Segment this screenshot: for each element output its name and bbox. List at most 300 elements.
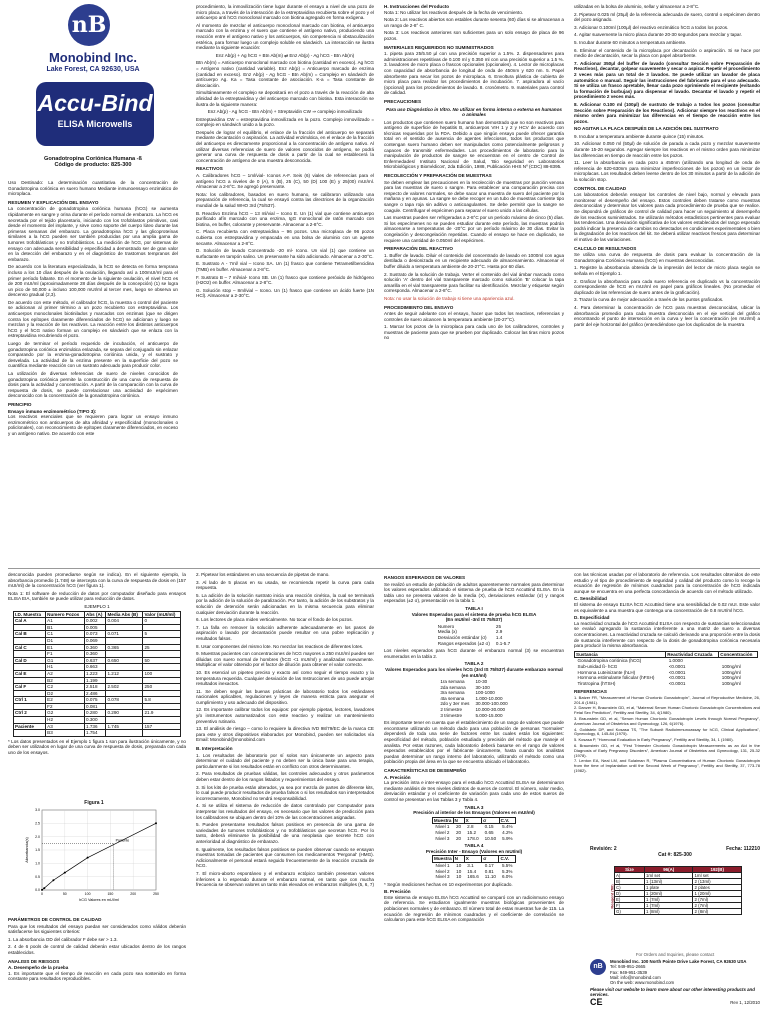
- table-cell: 1.212: [106, 670, 143, 677]
- risk-item: 5. La adición de la solución sustrato inicia una reacción cinética, la cual se terminará por la adición de la solución de paralización. Por tanto, la adición de los substratos y la solución de detención serán adicionadas en la misma secuencia para eliminar cualquier desviación durante la reacción.: [196, 592, 374, 615]
- table-cell: Media (x): [437, 629, 457, 635]
- chart-title: Figura 1: [84, 800, 104, 806]
- procedure-step: 7. Adicionar 350µl del buffer de lavado (consultar Sección sobre Preparación de Reactivos), decantar, golpear suavemente y secar o aspirar. Repetir el procedimiento 2 veces más para un total de 3 lavados. Se puede utilizar un lavador de placa automático o manual. Seguir las instrucciones del fabricante para el uso adecuado. Si se utiliza un frasco apretable, llenar cada pozo oprimiendo el recipiente (evitando la formación de burbujas) para dispensar el lavado. Decantar el lavado y repetir el procedimiento 2 veces más.: [574, 60, 760, 100]
- ce-mark-icon: CE: [590, 996, 603, 1007]
- reagent-g: G. Solución stop – 8ml/vial – Icono. Un (1) frasco que contiene un ácido fuerte (1N HCl). Almacenar a 2-30°C.: [196, 287, 374, 299]
- table-cell: Nivel 2: [435, 868, 450, 874]
- paragraph: Luego de terminar el período requerido de incubación, el anticuerpo de gonadotropina coriónica enzimática enlazada, se separa del conjugado sin enlazar comparando por la enzima-gonadotropina coriónica unida, y el sustrato y desvelada. La actividad de la enzima presente en la superficie del pozo se cuantifica mediante reacción con un sustrato adecuado para producir color.: [8, 341, 178, 369]
- table-cell: Hormona estimulante folicular (hFSH): [577, 675, 655, 681]
- x-tick-label: 250: [153, 892, 159, 896]
- example-1-table: [13, 611, 181, 737]
- data-point: [41, 889, 43, 891]
- table-row: [435, 641, 513, 647]
- table-cell: [14, 677, 46, 684]
- table-title: Precisión al interior de los Ensayos (Valores en mUI/ml): [413, 810, 535, 816]
- x-tick-label: 150: [107, 892, 114, 896]
- procedure-step: 5. Incubar durante 60 minutos a temperatura ambiente.: [574, 39, 687, 45]
- table-cell: <0.0001: [668, 680, 686, 686]
- risk-item: 7. La falla en remover la solución adherente adecuadamente en los pasos de aspiración o lavado por decantación puede resultar en una pobre replicación y resultados falsos.: [196, 624, 374, 641]
- table-row: [437, 713, 510, 719]
- table-cell: [143, 717, 181, 724]
- risk-item: 12. Es importante calibrar todos los equipos: por ejemplo pipetas, lectores, lavadores y/o instrumentos automatizados con este reactivo y realizar un mantenimiento preventivo rutinario.: [196, 707, 374, 724]
- table-cell: A2: [46, 670, 85, 677]
- table-cell: 4ta semana: [440, 695, 465, 701]
- table-cell: 20: [456, 829, 462, 835]
- table-cell: 0.81: [484, 868, 494, 874]
- table-header: σ: [482, 856, 499, 863]
- definitions: Btn Ab(m) = Anticuerpo monoclonal marcado con biotina (cantidad en exceso). Ag hCG = Antígeno nativo (cantidad variable). Enz Ab(p) = Anticuerpo marcado de enzima (cantidad en exceso). Enz Ab(p) - Ag hCG - Btn Ab(m) = Complejo en sándwich de antícuerpo Ag. Ka = Tasa constante de asociación. K-a = Tasa constante de disociación.: [196, 60, 374, 88]
- paragraph: Después de lograr el equilibrio, el enlace de la fracción del anticuerpo se separará mediante decantación o aspiración. La actividad enzimática, en el enlace de la fracción del anticuerpo es directamente proporcional a la concentración de antígeno nativo. Al utilizar diversas referencias de suero de valores conocidos de antígeno, se podrá generar una curva de respuesta de dosis a partir de la cual se establecerá la concentración de antígeno de una muestra desconocida.: [196, 129, 374, 163]
- data-point: [43, 887, 45, 889]
- heading-quality-control: CONTROL DE CALIDAD: [574, 185, 627, 191]
- table-cell: [106, 690, 143, 697]
- table-cell: C1: [46, 631, 85, 638]
- y-tick-label: 0.5: [35, 874, 40, 879]
- company-address: Lake Forest, CA 92630, USA: [46, 66, 140, 73]
- table-caption: EJEMPLO 1: [84, 603, 110, 609]
- table-cell: E): [615, 897, 645, 903]
- table-cell: [143, 624, 181, 631]
- table-cell: F1: [46, 651, 85, 658]
- table-header: Abs (A): [85, 611, 106, 618]
- reagent-e: E. Sustrato A - 7ml/ vial – Icono SA. Un (1) frasco que contiene Tetrametilbencidina (TMB) en buffer. Almacenar a 2-8°C.: [196, 261, 374, 272]
- table-cell: B1: [46, 624, 85, 631]
- table-cell: Ctrl 1: [14, 697, 46, 704]
- table-cell: [14, 664, 46, 671]
- table-row: [14, 684, 181, 691]
- paragraph: Para que los resultados del ensayo puedan ser considerados como válidos deberán satisfacerse los siguientes criterios:: [8, 923, 186, 935]
- table-cell: Desviación estándar (σ): [437, 634, 487, 640]
- x-tick-label: 200: [130, 892, 137, 896]
- paragraph: Se utiliza una curva de respuesta de dosis para evaluar la concentración de la Gonadotropina Coriónica Humana (hCG) en muestras desconocidas.: [574, 252, 760, 263]
- equation: Enz Ab(p) - Ag hCG - Btn Ab(m) + Streptavidin CW ⇒ complejo inmovilizado: [207, 109, 363, 115]
- heading-procedure: PROCEDIMIENTO DEL ENSAYO: [384, 304, 454, 310]
- table-cell: [14, 730, 46, 737]
- table-cell: 10.000-30.000: [475, 707, 506, 713]
- risk-item: 10. Es esencial un pipeteo preciso y exacto así como seguir el tiempo exacto y la temperatura requerida. Cualquier desviación de las Instrucciones de uso puede arrojar resultados inexactos.: [196, 669, 374, 687]
- heading-performance: CARACTERÍSTICAS DE DESEMPEÑO: [384, 768, 467, 773]
- brand-name: Accu-Bind: [37, 90, 153, 116]
- table-cell: [14, 651, 46, 658]
- note: Nota: los calibradores, basados en suero humano, se calibraron utilizando una preparación de referencia, la cual se ensayó contra las directrices de la organización mundial de la salud WHO 3rd (75/537).: [196, 191, 374, 208]
- table-cell: 6.0%: [501, 874, 513, 880]
- risk-item: 6. Los lectores de placa miden verticalmente. No tocar el fondo de los pozos.: [196, 617, 353, 623]
- heading-sensitivity: C. Sensibilidad: [574, 596, 607, 602]
- table-cell: 2 plates: [693, 885, 742, 891]
- table-cell: [14, 637, 46, 644]
- reference-item: 2. Danzer H, Braunstein GD, et al, "Maternal Serum Human Chorionic Gonadotropin Concentrations and Fetal Sex Prediction", Fertility and Sterility, 34, 4(1980).: [574, 705, 760, 716]
- table-cell: 0.005: [85, 624, 106, 631]
- prep-step: 2. Sustrato de la solución de trabajo. Verter el contenido del vial ámbar marcado como solución 'A' dentro del vial transparente marcado como solución 'B' colocar la tapa amarilla en el vial transparente para facilitar su identificación. Mezclar y etiquetar según corresponda. Almacenar a 2-8°C.: [384, 271, 564, 294]
- table-cell: Cal D: [14, 657, 46, 664]
- footnote: * Según mediciones hechas en 10 experimentos por duplicado.: [384, 881, 513, 887]
- rev-small: Rev 1, 12/2010: [730, 999, 760, 1005]
- qc-criterion: 2. 4 de 6 pools de control de calidad deberán estar ubicados dentro de los rangos establecidos.: [8, 944, 186, 955]
- heading-interpretation: B. Interpretación: [196, 746, 233, 752]
- table-cell: 1.745: [106, 723, 143, 730]
- table-cell: B): [615, 879, 645, 885]
- table-4: [432, 855, 516, 879]
- table-cell: [143, 637, 181, 644]
- table-cell: 0.365: [106, 644, 143, 651]
- table-cell: Nivel 3: [435, 874, 450, 880]
- column-4: [574, 4, 760, 564]
- table-cell: 2 trimestre: [440, 707, 463, 713]
- table-cell: [143, 664, 181, 671]
- table-title: Precisión Inter - Ensayo (Valores en mUI/ml): [425, 848, 523, 854]
- y-tick-label: 2.5: [35, 821, 40, 826]
- paragraph: Se deben emplear las precauciones en la recolección de muestras por punción venosa para las muestras de suero o sangre. Para establecer una comparación precisa con respecto de valores normales, se debe sacar una muestra de suero del paciente por la mañana y en ayunas. La sangre se debe recoger en un tubo de muestras corriente tipo sangre o tapa roja sin aditivo o anticoagulantes. Se debe permitir que la sangre se coagule. Centrifugar el espécimen para separar el suero unido a las células.: [384, 179, 564, 213]
- paragraph: Los reactivos esenciales que se requieren para lograr un ensayo inmuno enzimométrico son anticuerpos de alta afinidad y especificidad (monoclonales o policlonales), con reconocimiento de epítopes claramente diferenciados, en exceso y un antígeno nativo. De acuerdo con este: [8, 414, 178, 436]
- y-tick-label: 0.0: [35, 888, 40, 893]
- subheading: A. Precisión: [384, 774, 411, 780]
- table-1: [435, 624, 513, 646]
- table-cell: 1.754: [85, 730, 106, 737]
- table-cell: 10: [456, 874, 462, 880]
- note: Nota 2: Los reactivos abiertos son estables durante sesenta (60) días si se almacenan a un rango de 2-8° C.: [384, 17, 564, 28]
- table-cell: 100ng/ml: [721, 675, 741, 681]
- table-cell: [106, 664, 143, 671]
- kit-contents: [609, 866, 744, 915]
- table-cell: 1ra semana: [440, 679, 465, 685]
- table-row: [432, 830, 515, 836]
- risk-item: 9. Muestras pacientes con concentraciones de hCG mayores a 250 mUI/ml pueden ser diluidas con suero normal de hombres (hCG <1 mUI/ml) y analizadas nuevamente. Multiplicar el valor obtenido por el factor de dilución para obtener el valor correcto.: [196, 651, 374, 668]
- table-cell: 2da semana: [440, 684, 466, 690]
- table-cell: 0.650: [106, 657, 143, 664]
- table-row: [14, 703, 181, 710]
- table-cell: 100ng/ml: [721, 680, 741, 686]
- table-header: σ: [482, 817, 500, 824]
- table-cell: 10: [456, 868, 462, 874]
- table-header: Reactividad Cruzada: [666, 651, 719, 658]
- table-cell: D2: [46, 690, 85, 697]
- figure-1: [24, 800, 164, 912]
- catalog-number: Cat #: 825-300: [658, 852, 692, 858]
- table-cell: 5.9%: [502, 835, 513, 841]
- paragraph: El sistema de ensayo ELISA hCG AccuBind tiene una sensibilidad de 0.02 mUI. Este valor es equivalente a una muestra que contenga una concentración de 0.8 mUI/ml hCG.: [574, 601, 760, 613]
- paragraph: Simultáneamente el complejo se depositará en el pozo a través de la reacción de alta afinidad de la estreptavidina y del anticuerpo marcado con biotina. Esta interacción se ilustra de la siguiente manera:: [196, 90, 374, 107]
- references-list: [574, 696, 760, 774]
- table-cell: Rangos esperados (±2 σ): [437, 640, 490, 646]
- prep-step: 1. Buffer de lavado. Diluir el contenido del concentrado de lavado en 1000ml con agua destilada o desionizada en un recipiente adecuado de almacenamiento. Almacenar el buffer diluido a temperatura ambiente de 20-27°C. Hasta por 60 días.: [384, 252, 564, 269]
- table-cell: 1 (7ml): [644, 903, 693, 909]
- table-cell: 4.2%: [502, 829, 513, 835]
- table-cell: 1.0000: [668, 658, 683, 664]
- column-3: [384, 4, 564, 564]
- monobind-mark-icon: nB: [68, 4, 110, 46]
- visit-note: Please visit our website to learn more about our other interesting products and services.: [590, 987, 755, 998]
- risk-item: 8. Usar componentes del mismo lote. No mezclar los reactivos de diferentes lotes.: [196, 643, 364, 649]
- table-header: X: [464, 856, 482, 863]
- heading-summary: RESUMEN Y EXPLICACIÓN DEL ENSAYO: [8, 199, 99, 205]
- table-header: N: [453, 817, 464, 824]
- data-point: [87, 857, 89, 859]
- procedure-step: 6. Eliminar el contenido de la microplaca por decantación o aspiración. Si se hace por medio de decantación, secar la placa con papel absorbente.: [574, 47, 760, 59]
- table-cell: 2 (8ml): [693, 909, 742, 915]
- interpretation-item: 1. Los resultados de laboratorio por sí solos son únicamente un aspecto para determinar el cuidado del paciente y no deben ser la única base para una terapia, particularmente si los resultados están en conflicto con otros determinantes.: [196, 752, 374, 769]
- intended-use: Uso Destinado: La determinación cuantitativa de la concentración de Gonadotropina coriónica en suero humano Mediante inmunoensayo enzimático de microplaca.: [8, 180, 178, 197]
- table-cell: 1ml set: [644, 873, 693, 879]
- procedure-step: 3. Adicionar 0.100ml (100µl) del reactivo enzimático hCG a todos los pozos.: [574, 24, 729, 30]
- table-cell: E2: [46, 697, 85, 704]
- table-cell: A): [615, 873, 645, 879]
- interpretation-item: 3. Si los kits de prueba están alterados, ya sea por mezcla de partes de diferente kits, lo cual puede producir resultados de prueba falsos o si los resultados son interpretados incorrectamente, Monobind no tendrá responsabilidad.: [196, 784, 374, 801]
- table-cell: A3: [46, 723, 85, 730]
- table-cell: 0.075: [85, 697, 106, 704]
- table-cell: 0.663: [85, 664, 106, 671]
- table-cell: 1 (20ml): [644, 891, 693, 897]
- calc-step: 3. Trazar la curva de mejor adecuación a través de los puntos graficados.: [574, 297, 724, 303]
- table-cell: 0.637: [85, 657, 106, 664]
- table-cell: 1.736: [85, 723, 106, 730]
- table-cell: E1: [46, 644, 85, 651]
- product-name: Gonadotropina Coriónica Humana -ß: [44, 156, 142, 162]
- address: Monobind Inc. 100 North Pointe Drive Lake Forest, CA 92630 USA: [610, 959, 747, 965]
- table-cell: 1.000-10.000: [475, 695, 503, 701]
- materials-list: 1. pipeta para 25/5.50 µl con una precisión superior a 1.5%. 2. dispensadores para administraciones repetitivas de 0.100 ml y 0.350 ml con una precisión superior a 1.5 %. 3. lavadores de micro placa o frascos opcionales (opcionales). 4. Lector de microplacas con capacidad de absorbancia de longitud de onda de 450nm y 620 nm. 5. Papel absorbente para secar los pozos de microplaca. 6. Envoltura plástica de cubierta de micro placa para realizar los procedimientos de incubación. 7. aspiradora al vacío (opcional) para los procedimientos de lavado. 8. cronómetro. 9. materiales para control de calidad.: [384, 51, 564, 96]
- column-7: [384, 572, 564, 1020]
- table-cell: <0.0001: [668, 663, 686, 669]
- table-row: [14, 697, 181, 704]
- table-subtitle: (En mUI/ml -3rd IS 75/537): [445, 617, 503, 623]
- table-row: [14, 664, 181, 671]
- table-cell: [14, 690, 46, 697]
- table-row: [14, 618, 181, 625]
- table-row: [14, 730, 181, 737]
- table-cell: 5.000-15.000: [475, 712, 503, 718]
- table-cell: 0.300: [85, 717, 106, 724]
- table-cell: G): [615, 909, 645, 915]
- table-cell: 100ng/ml: [721, 669, 741, 675]
- table-title: Valores Esperados para el sistema de prueba hCG ELISA: [411, 611, 537, 617]
- table-row: [615, 909, 742, 915]
- table-row: [14, 677, 181, 684]
- table-row: [575, 681, 758, 687]
- table-header: X: [464, 817, 482, 824]
- table-cell: 0.002: [85, 618, 106, 625]
- qc-criterion: 1. La absorbancia OD del calibrador F debe ser > 1.3.: [8, 936, 118, 942]
- note: Nota 1: No utilizar los reactivos después de la fecha de vencimiento.: [384, 9, 524, 15]
- table-row: [14, 710, 181, 717]
- telephone: Tel: 949-951-2665: [610, 964, 646, 970]
- table-row: [14, 637, 181, 644]
- y-tick-label: 2.0: [35, 834, 40, 839]
- risk-item: 2. Pipetear los estándares en una secuencia de pipetas de mano.: [196, 572, 330, 577]
- table-cell: A1: [46, 618, 85, 625]
- table-cell: 100-1000: [475, 690, 495, 696]
- in-vitro-warning: Para uso Diagnóstico in Vitro. No utilizar en forma interna o externa en humanos o animales: [386, 106, 562, 118]
- table-cell: [14, 717, 46, 724]
- table-header: Concentración: [719, 651, 758, 658]
- table-caption: TABLA 2: [464, 661, 484, 667]
- table-cell: 11.10: [484, 874, 496, 880]
- table-cell: 100: [143, 670, 181, 677]
- table-cell: 15.4: [467, 868, 477, 874]
- table-cell: 2 (7ml): [693, 897, 742, 903]
- table-cell: [106, 703, 143, 710]
- paragraph: La utilización de diversas referencias de suero de niveles conocidos de gonadotropina coriónica permite la construcción de una curva de respuesta de dosis para la actividad y concentración. A partir de la comparación con la curva de respuesta de dosis, se puede correlacionar una actividad de espécimen desconocido con la concentración de la gonadotropina coriónica.: [8, 371, 178, 399]
- paragraph: De acuerdo con la literatura especializada, la hCG se detecta en forma temprana incluso a los 10 días después de la ovulación, llegando así a 100mUI/ml para el primer período faltante. En el momento de la siguiente ovulación, el nivel hCG es de 200 mUI/ml (aproximadamente 28 días después de la concepción) (1) se logra un pico de 50,000 ± incluso 100,000 mUI/ml al tercer mes, luego se observa un descenso gradual (2,3).: [8, 264, 178, 298]
- table-cell: 20: [456, 824, 462, 830]
- paragraph: La precisión intra e inter-ensayo para el estudio hCG AccuBind ELISA se determinaron mediante análisis de tres niveles distintos de sueros de control. El número, valor medio, desviación estándar y el coeficiente de variación para cada uno de estos sueros de control se presentan en las Tablas 3 y Tabla 4.: [384, 780, 564, 802]
- subheading: Ensayo inmuno enzimométrico (TIPO 3):: [8, 408, 97, 414]
- chart-svg: [24, 806, 164, 910]
- table-cell: <0.0001: [668, 675, 686, 681]
- column-1: [8, 180, 178, 565]
- table-cell: 5.8: [143, 697, 181, 704]
- paragraph: Se realizó un estudio de población de adultos aparentemente normales para determinar los valores esperados utilizando el sistema de prueba de hCG AccuBind ELISA. En la tabla uno se presenta valores de la media (X), desviaciones estándar (σ) y rangos esperados (±2 σ), presentación en la tabla 1.: [384, 581, 564, 604]
- table-cell: D): [615, 891, 645, 897]
- table-cell: [106, 677, 143, 684]
- table-cell: 250: [143, 684, 181, 691]
- paragraph: De acuerdo con este método, el calibrador hCG, la muestra o control del paciente se adicionan al primer término a un pozo recubierto con estreptavidina. Los anticuerpos monoclonales biotinilados y marcados con enzimas (que se dirigen contra los epítopes claramente diferenciados de hCG) se adicionan y luego se mezclan y la reacción de los reactivos. La reacción entre los distintos anticuerpos hCG y el hCG nativo forman un complejo en sándwich que se enlaza con la estreptavidina recubriendo el pozo.: [8, 299, 178, 339]
- company-name: Monobind Inc.: [48, 50, 138, 65]
- definitions: Estreptavidina CW = estreptavidina inmovilizada en la pozo. Complejo inmovilizado = complejo en sándwich unido a la pozo.: [196, 116, 374, 128]
- table-cell: B3: [46, 730, 85, 737]
- heading-reagent-prep: PREPARACIÓN DEL REACTIVO: [384, 246, 453, 252]
- data-point: [155, 822, 157, 824]
- table-row: [432, 836, 515, 842]
- paragraph: desconocida pueden promediarse según se indica). En el siguiente ejemplo, la absorbancia promedio (1.748) se intercepta con la curva de respuesta de dosis en (157 mUI/ml) de la concentración hCG (ver figura 1).: [8, 572, 186, 589]
- reagent-d: D. Solución de lavado Concentrado -20 ml- Icono. Un vial (1) que contiene un surfactante en tampón salino. Un preservante ha sido adicionado. Almacenar a 2-30°C.: [196, 248, 374, 259]
- subheading: B. Precisión: [384, 889, 411, 895]
- note: Nota: no usar la solución de trabajo si tiene una apariencia azul.: [384, 295, 515, 301]
- table-cell: 3.1: [467, 862, 474, 868]
- table-cell: [106, 651, 143, 658]
- note: Nota 1: El software de reducción de datos por computador diseñado para ensayos ELISA EIA, también se puede utilizar para reducción de datos.: [8, 590, 186, 602]
- table-cell: Cal B: [14, 631, 46, 638]
- table-cell: C): [615, 885, 645, 891]
- data-point: [64, 872, 66, 874]
- reference-item: 1. Batzer FR, "Measurement of Human Chorionic Gonadotropin", Journal of Reproductive Medicine, 26, 201-6 (1981).: [574, 694, 760, 705]
- table-cell: Nivel 1: [435, 824, 450, 830]
- equation: Enz Ab(p) + Ag hCG + Btn Ab(m) ⇄ Enz Ab(p) - Ag hCG - Btn Ab(m): [215, 52, 355, 58]
- table-header: C.V.: [499, 856, 515, 863]
- table-header: N: [453, 856, 464, 863]
- procedure-step: 8. Adicionar 0.100 ml (100µl) de sustrato de trabajo a todos los pozos (consultar Sección sobre Preparación de los Reactivos). Adicionar siempre los reactivos en el mismo orden para minimizar las diferencias en el tiempo de reacción entre los pozos.: [574, 101, 760, 124]
- kit-table: [614, 866, 742, 915]
- table-cell: 0.1-5.7: [495, 640, 511, 646]
- table-cell: [106, 637, 143, 644]
- table-cell: 25: [143, 644, 181, 651]
- table-caption: TABLA 3: [464, 804, 484, 810]
- table-cell: 2.9: [495, 629, 503, 635]
- table-cell: 2.8: [467, 824, 474, 830]
- heading-expected-ranges: RANGOS ESPERADOS DE VALORES: [384, 575, 466, 580]
- calc-step: 2. Graficar la absorbancia para cada suero referencia en duplicado vs la concentración correspondiente de hCG en mUI/ml en papel para gráficos lineales. (No promediar el duplicado de las referencias de suero antes de la graficación).: [574, 278, 760, 295]
- table-caption: TABLA 4: [464, 843, 484, 849]
- heading-specimen: RECOLECCIÓN Y PREPARACIÓN DE MUESTRAS: [384, 173, 492, 179]
- note: Nota 3: Los reactivos anteriores son suficientes para un solo ensayo de placa de 96 pozos.: [384, 30, 564, 41]
- table-cell: Numero: [437, 623, 455, 629]
- reference-item: 5. Kosasa P, "Hormonal Evaluation in Early Pregnancy", Fertility and Sterility, 34, 1 (1980).: [574, 737, 734, 743]
- table-cell: 1 (13ml): [644, 879, 693, 885]
- table-cell: 1 (7ml): [644, 897, 693, 903]
- table-header: 192(B): [693, 867, 742, 873]
- table-cell: 5.3%: [501, 868, 513, 874]
- table-caption: TABLA I: [465, 605, 483, 611]
- table-title: Valores Esperados para los niveles hCG (3rd IS 75/537) durante embarazo normal (en mUI/ml): [385, 666, 563, 678]
- table-cell: G1: [46, 657, 85, 664]
- revision: Revisión: 2: [590, 846, 617, 852]
- table-cell: [14, 703, 46, 710]
- paragraph: Los productos que contienen suero humano han demostrado que no son reactivos para antígeno de superficie de hepatitis B, anticuerpos VIH 1 y 2 y HCV de acuerdo con técnicas requeridas por la FDA. Debido a que ningún ensayo puede ofrecer garantía total en el sentido de ausencia de agentes infecciosos, todos los productos que contengan suero humano deben ser manipulados como potencialmente peligrosos y capaces de transmitir enfermedades. Los procedimientos de laboratorio para la manipulación de productos de sangre se encuentran en el centro de Control de Enfermedades/ Instituto Nacional de Salud, 'Bio seguridad en Laboratorios Microbiológicos y Biomédicos', 2da Edición, 1988, Publicación HHS Nº (CDC) 88-8395.: [384, 119, 564, 170]
- heading-specificity: D. Especificidad: [574, 615, 610, 621]
- heading-instructions: H. Instrucciones del Producto: [384, 4, 450, 9]
- risk-item: 11. Se deben seguir las buenas prácticas de laboratorio todos los estándares nacionales aplicables, regulaciones y leyes de manera estricta para asegurar el cumplimiento y uso adecuado del dispositivo.: [196, 688, 374, 705]
- column-8: [574, 572, 760, 842]
- heading-references: REFERENCIAS: [574, 689, 607, 695]
- reagent-b: B. Reactivo Enzima hCG – 13 ml/vial – Icono E. Un (1) vial que contiene anticuerpo purificado afín marcado con una enzima, IgG monoclonal de ratón marcado con biotina, en buffer, colorante y preservante. Almacenar a 2-8°C.: [196, 210, 374, 227]
- table-cell: 0.081: [85, 703, 106, 710]
- contact-block: [590, 952, 760, 1005]
- procedure-step: 9. Incubar a temperatura ambiente durante quince (15) minutos.: [574, 133, 705, 139]
- table-cell: 30.000-100.000: [475, 701, 508, 707]
- product-code: Código de producto: 825-300: [54, 162, 132, 168]
- table-cell: C2: [46, 684, 85, 691]
- table-cell: Sub-unidad ß- hCG: [577, 663, 618, 669]
- table-cell: [143, 677, 181, 684]
- table-row: [14, 644, 181, 651]
- table-cell: B2: [46, 677, 85, 684]
- reagent-f: F. Sustrato B – 7 ml/vial- Icono SB. Un (1) frasco que contiene peróxido de hidrógeno (H2O2) en buffer. Almacenar a 2-8°C.: [196, 274, 374, 286]
- table-cell: 1 plate: [644, 885, 693, 891]
- table-cell: 10-30: [475, 679, 488, 685]
- table-cell: 0.290: [106, 710, 143, 717]
- procedure-step: 2. Pipetear 0.025 ml (25µl) de la referencia adecuada de suero, control o espécimen dentro del pozo asignado.: [574, 11, 760, 23]
- table-cell: 0: [143, 618, 181, 625]
- table-cell: F2: [46, 703, 85, 710]
- paragraph: Es importante tener en cuenta que el establecimiento de un rango de valores que puede encontrarse utilizando un método dado para una población de personas "normales" dependerá de toda una serie de factores entre los cuales están los siguientes: especificidad del método, población estudiada y precisión del método que maneje el analista. Por estas razones, cada laboratorio deberá basarse en el rango de valores esperados establecidos por el fabricante únicamente, hasta cuando los analistas puedan determinar un rango interno del laboratorio, utilizando el método como una población propia del área en la que se encuentra ubicado el laboratorio.: [384, 720, 564, 765]
- heading-risk-analysis: ANALISIS DE RIESGOS: [8, 958, 60, 964]
- paragraph: utilizadas en la bolsa de aluminio, sellar y almacenar a 2-8°C.: [574, 4, 700, 9]
- table-2: [437, 679, 510, 718]
- table-cell: H2: [46, 717, 85, 724]
- column-6: [196, 572, 374, 1020]
- reagent-a: A. Calibradores hCG – 1ml/vial- Iconos A-F. Seis (6) viales de referencias para el antígeno hCG a niveles de 0 (A), 5 (B), 25 (C), 50 (D) 100 (E) y 25(00) mUI/ml. Almacenar a 2-8°C. Se agregó preservante.: [196, 173, 374, 190]
- subheading: A. Desempeño de la prueba: [8, 965, 69, 971]
- table-cell: Cal E: [14, 670, 46, 677]
- table-row: [14, 670, 181, 677]
- table-header: Media Abs (B): [106, 611, 143, 618]
- table-cell: Paciente: [14, 723, 46, 730]
- table-cell: 3 trimestre: [440, 712, 463, 718]
- table-cell: 15.2: [467, 829, 477, 835]
- table-header: Muestra: [433, 817, 452, 823]
- brand-subtitle: ELISA Microwells: [57, 119, 133, 129]
- data-point: [52, 879, 54, 881]
- y-tick-label: 3.0: [35, 808, 40, 813]
- heading-precautions: PRECAUCIONES: [384, 98, 422, 104]
- paragraph: Las muestras pueden ser refrigeradas a 2-8°C por un período máximo de cinco (5) días. Si los especímenes no se pueden estudiar durante este período, las muestras podrán almacenarse a temperaturas de -20°C por un período máximo de 30 días. Evitar la congelación y descongelación repetidas. Cuando el ensayo se hace en duplicado, se requiere una cantidad de 0.050ml del espécimen.: [384, 215, 564, 243]
- table-row: [435, 635, 513, 641]
- column-5-bottom: [8, 914, 186, 1020]
- heading-materials: MATERIALES REQUERIDOS NO SUMINISTRADOS: [384, 44, 494, 50]
- table-header: Numero Pozos: [46, 611, 85, 618]
- table-cell: [143, 730, 181, 737]
- x-tick-label: 100: [84, 892, 91, 896]
- table-header: Sustancia: [575, 651, 666, 658]
- table-cell: 2 (13ml): [693, 879, 742, 885]
- monobind-small-logo-icon: nB: [590, 959, 606, 975]
- table-cell: 1 (8ml): [644, 909, 693, 915]
- reference-item: 7. Lenton EA, Neal LM, and Sulaiman R, "Plasma Concentrations of Human Chorionic Gonadotropin from the time of Implantation until the Second Week of Pregnancy", Fertility and Sterility, 37, 773-78 (1982).: [574, 758, 760, 774]
- table-cell: 0.069: [85, 637, 106, 644]
- table-cell: 5: [143, 631, 181, 638]
- interpretation-item: 7. El micro-aborto espontáneo y el embarazo ectópico también presentan valores inferiores a lo esperado durante el embarazo normal, en tanto que con mucha frecuencia se observan valores un tanto más elevados en embarazos múltiples (5, 6, 7): [196, 870, 374, 888]
- procedure-step: 11. Leer la absorbancia en cada pozo a 450nm (utilizando una longitud de onda de referencia de 620-630nm para minimizar imperfecciones de los pozos) en un lector de microplacas. Los resultados deben leerse dentro de los 30 minutos a partir de la adición de la solución stop.: [574, 160, 760, 183]
- table-cell: 100ng/ml: [721, 663, 741, 669]
